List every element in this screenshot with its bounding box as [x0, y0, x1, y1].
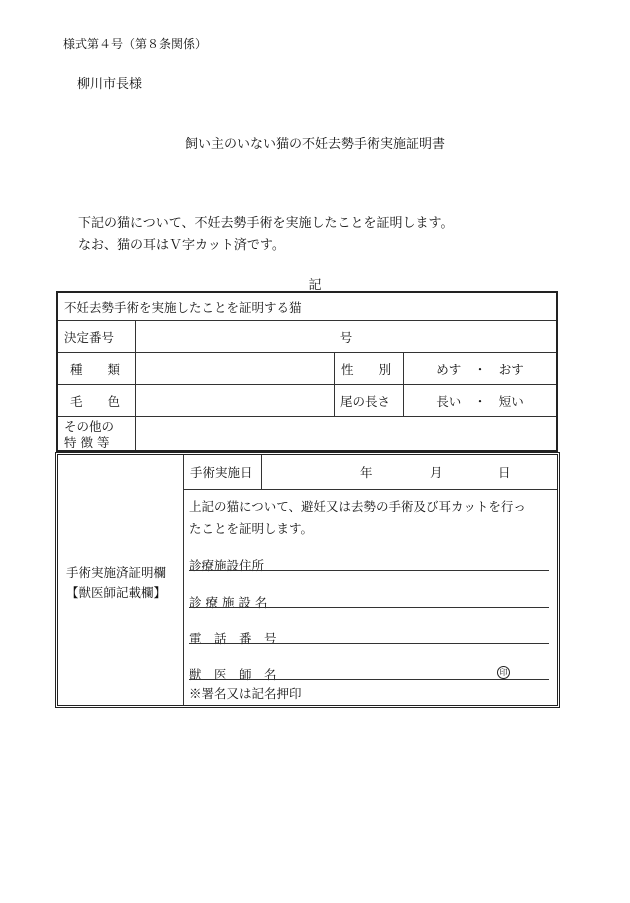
clinic-address-label: 診療施設住所 — [189, 558, 265, 573]
vet-certification-section — [55, 452, 560, 708]
clinic-address-line[interactable] — [189, 570, 549, 571]
sex-label: 性 別 — [341, 361, 392, 377]
species-field[interactable] — [136, 353, 334, 384]
document-title: 飼い主のいない猫の不妊去勢手術実施証明書 — [184, 137, 445, 152]
tail-length-label: 尾の長さ — [340, 393, 391, 409]
vet-name-label: 獣 医 師 名 — [189, 667, 277, 682]
decision-number-suffix: 号 — [339, 329, 353, 345]
tail-length-options[interactable]: 長い ・ 短い — [436, 393, 524, 409]
decision-number-field[interactable] — [136, 321, 556, 352]
coat-color-field[interactable] — [136, 385, 334, 416]
other-features-label-line-1: その他の — [64, 419, 115, 434]
sex-options[interactable]: めす ・ おす — [436, 361, 524, 377]
clinic-name-label: 診 療 施 設 名 — [189, 595, 268, 610]
other-features-label — [64, 419, 114, 451]
date-month: 月 — [430, 465, 443, 480]
certification-line-2: たことを証明します。 — [189, 521, 314, 536]
clinic-name-line[interactable] — [189, 607, 549, 608]
certification-line-1: 上記の猫について、避妊又は去勢の手術及び耳カットを行っ — [189, 499, 526, 514]
surgery-date-field[interactable] — [262, 455, 557, 489]
surgery-date-label: 手術実施日 — [190, 465, 253, 480]
vet-name-line[interactable] — [189, 679, 549, 680]
phone-line[interactable] — [189, 643, 549, 644]
decision-number-label: 決定番号 — [64, 329, 115, 345]
cat-table-heading: 不妊去勢手術を実施したことを証明する猫 — [64, 299, 302, 315]
date-year: 年 — [360, 465, 373, 480]
cat-info-table — [56, 291, 558, 452]
coat-color-label: 毛 色 — [70, 393, 121, 409]
signature-note: ※署名又は記名押印 — [189, 686, 302, 701]
other-features-label-line-2: 特 徴 等 — [64, 435, 110, 450]
other-features-field[interactable] — [136, 417, 556, 450]
form-number: 様式第４号（第８条関係） — [63, 37, 208, 51]
body-line-2: なお、猫の耳はＶ字カット済です。 — [78, 238, 285, 253]
vet-side-label-line-1: 手術実施済証明欄 — [66, 565, 167, 580]
ki-marker: 記 — [308, 278, 322, 293]
vet-side-label — [66, 563, 166, 603]
seal-icon: 印 — [497, 666, 510, 679]
vet-side-label-line-2: 【獣医師記載欄】 — [66, 585, 167, 600]
species-label: 種 類 — [70, 361, 121, 377]
addressee: 柳川市長様 — [77, 77, 143, 92]
phone-label: 電 話 番 号 — [189, 631, 277, 646]
date-day: 日 — [498, 465, 511, 480]
body-line-1: 下記の猫について、不妊去勢手術を実施したことを証明します。 — [78, 216, 454, 231]
